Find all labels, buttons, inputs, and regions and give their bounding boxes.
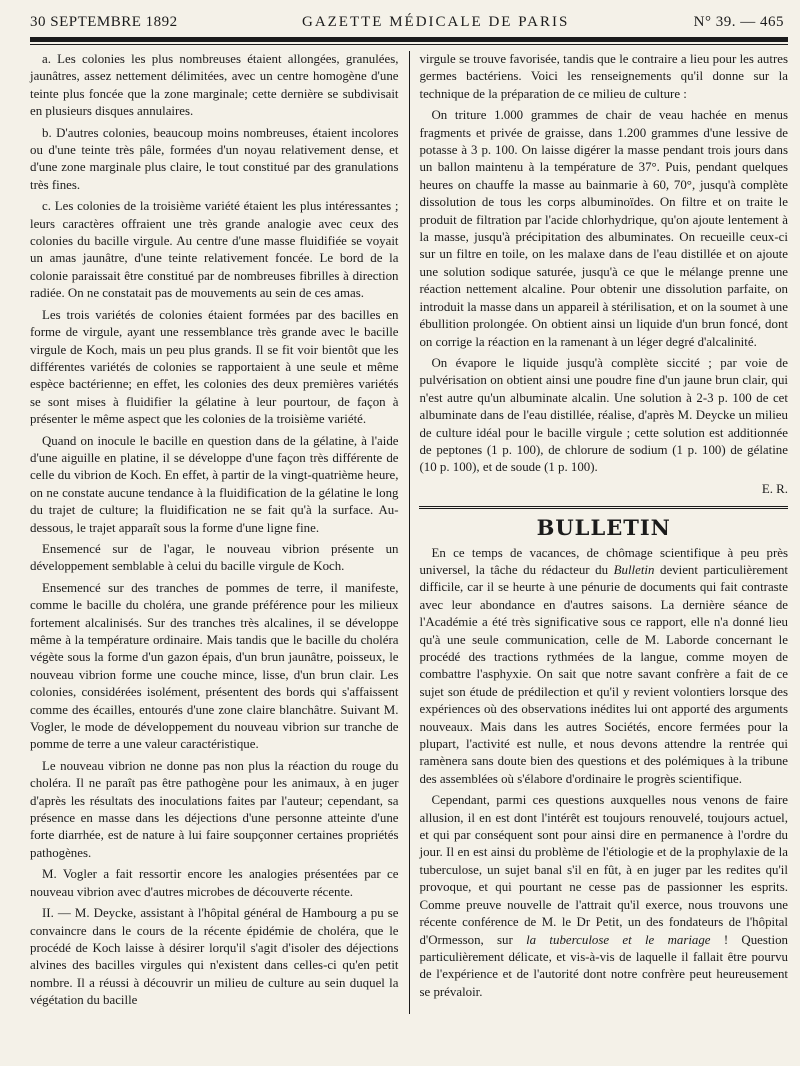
column-divider bbox=[409, 51, 410, 1014]
section-title: BULLETIN bbox=[536, 515, 671, 541]
paragraph: b. D'autres colonies, beaucoup moins nombreuses, étaient incolores ou d'une teinte très pâle, formées d'un noyau relativement dense, et d'une zone marginale plus claire, le tout constitué par des granulations très fines. bbox=[30, 125, 399, 192]
columns bbox=[30, 51, 788, 1014]
section-rule bbox=[419, 506, 788, 509]
paragraph: Ensemencé sur des tranches de pommes de terre, il manifeste, comme le bacille du choléra, une grande préférence pour les milieux fortement alcalinisés. Sur des tranches très alcalines, il se développe même à la température ordinaire. Mais tandis que le bacille du choléra végète sous la forme d'un gazon épais, d'un brun jaunâtre, poisseux, le nouveau vibrion forme une couche mince, lisse, d'un brun clair. Les colonies, considérées isolément, présentent des bords qui s'affaissent comme des écailles, entourés d'une zone claire blanchâtre. Suivant M. Vogler, le mode de développement du nouveau vibrion sur tranche de pomme de terre a une valeur caractéristique. bbox=[30, 580, 399, 752]
paragraph: On évapore le liquide jusqu'à complète siccité ; par voie de pulvérisation on obtient ainsi une poudre fine d'un jaune brun clair, qui n'est autre qu'un albuminate alcalin. Une solution à 2-3 p. 100 de cet albuminate dans de l'eau distillée, réalise, d'après M. Deycke un milieu de culture idéal pour le bacille virgule ; cette solution est additionnée de peptones (1 p. 100), de chlorure de sodium (1 p. 100) de gélatine (10 p. 100), et de soude (1 p. 100). bbox=[419, 355, 788, 475]
lecture-title: la tuberculose et le mariage bbox=[526, 932, 711, 947]
paragraph: On triture 1.000 grammes de chair de veau hachée en menus fragments et privée de graisse, dans 1.200 grammes d'une lessive de potasse à 3 p. 100. On laisse digérer la masse pendant trois jours dans un ballon maintenu à la température de 37°. Puis, pendant quelques heures on chauffe la masse au bainmarie à 60, 70°, jusqu'à complète dissolution de tous les corps albuminoïdes. On filtre et on traite le produit de filtration par l'acide chlorhydrique, qu'on ajoute lentement à la masse, jusqu'à précipitation des albuminates. On recueille ceux-ci sur un filtre en toile, on les malaxe dans de l'eau distillée et on ajoute une solution sodique saturée, jusqu'à ce que le mélange prenne une réaction nettement alcaline. Pour obtenir une dissolution parfaite, on introduit la masse dans un appareil à stérilisation, et on la soumet à une ébullition prolongée. On obtient ainsi un liquide d'un brun foncé, dont on corrige la réaction en la ramenant à un léger degré d'alcalinité. bbox=[419, 108, 788, 349]
journal-title: GAZETTE MÉDICALE DE PARIS bbox=[301, 14, 570, 30]
left-column bbox=[30, 51, 399, 1014]
header-date: 30 SEPTEMBRE 1892 bbox=[30, 14, 178, 30]
paragraph: a. Les colonies les plus nombreuses étaient allongées, granulées, jaunâtres, assez nettement délimitées, avec un centre homogène d'une teinte plus foncée que la zone marginale; cette dernière se subdivisait en plusieurs disques annulaires. bbox=[30, 52, 399, 119]
paragraph: Le nouveau vibrion ne donne pas non plus la réaction du rouge du choléra. Il ne paraît pas être pathogène pour les animaux, à en juger d'après les résultats des inoculations faites par l'auteur; cependant, sa présence en masse dans les déjections d'une personne atteinte d'une forte diarrhée, est de nature à lui faire soupçonner certaines propriétés pathogènes. bbox=[30, 758, 399, 860]
header-rule bbox=[30, 37, 788, 42]
author-signature: E. R. bbox=[761, 481, 788, 496]
paragraph: II. — M. Deycke, assistant à l'hôpital général de Hambourg a pu se convaincre dans le cours de la récente épidémie de choléra, que le procédé de Koch laisse à désirer lorqu'il s'agit d'isoler des déjections alvines des bacilles virgules qui n'existent dans celles-ci qu'en petit nombre. Il a réussi à découvrir un milieu de culture au sein duquel la végétation du bacille bbox=[30, 906, 399, 1008]
header-rule-thin bbox=[30, 44, 788, 45]
paragraph: Quand on inocule le bacille en question dans de la gélatine, à l'aide d'une aiguille en platine, il se développe d'une façon très différente de celle du vibrion de Koch. En effet, à partir de la vingt-quatrième heure, on ne constate aucune tendance à la fluidification de la gélatine le long du trajet de culture; la fluidification ne se fait qu'à la surface. Au-dessous, le trajet apparaît sous la forme d'une ligne fine. bbox=[30, 433, 399, 535]
bulletin-paragraph: Cependant, parmi ces questions auxquelles nous venons de faire allusion, il en est dont l'intérêt est toujours renouvelé, toujours actuel, et qui par conséquent sont pour ainsi dire en permanence à l'ordre du jour. Il en est ainsi du problème de l'étiologie et de la prophylaxie de la tuberculose, un sujet banal s'il en fût, à en juger par les redites qu'il provoque, et qui pourtant ne cesse pas de passionner les esprits. Comme preuve nouvelle de l'attrait qu'il exerce, nous trouvons une récente conférence de M. le Dr Petit, un des fondateurs de l'hôpital d'Ormesson, sur la tuberculose et le mariage ! Question particulièrement délicate, et vis-à-vis de laquelle il fallait être pourvu de l'expérience et de l'autorité dont notre confrère peut heureusement se prévaloir. bbox=[419, 793, 788, 999]
paragraph: M. Vogler a fait ressortir encore les analogies présentées par ce nouveau vibrion avec d'autres microbes de découverte récente. bbox=[30, 867, 399, 899]
right-column bbox=[419, 51, 788, 1014]
page-header bbox=[30, 14, 788, 35]
paragraph: c. Les colonies de la troisième variété étaient les plus intéressantes ; leurs caractères offraient une très grande analogie avec ceux des colonies du bacille virgule. Au centre d'une masse fluidifiée se voyait un amas jaunâtre, d'une teinte relativement foncée. Le bord de la colonie paraissait être constitué par de nombreuses fibrilles à direction radiée. On ne constatait pas de mouvements au sein de ces amas. bbox=[30, 199, 399, 301]
paragraph: Ensemencé sur de l'agar, le nouveau vibrion présente un développement semblable à celui du bacille virgule de Koch. bbox=[30, 541, 399, 574]
bulletin-paragraph: En ce temps de vacances, de chômage scientifique à peu près universel, la tâche du rédacteur du Bulletin devient particulièrement difficile, car il se heurte à une pénurie de documents qui fait contraste avec leur abondance en d'autres saisons. La dernière séance de l'Académie a été très significative sous ce rapport, elle n'a donné lieu qu'à une seule communication, celle de M. Laborde concernant le procédé des tractions rythmées de la langue, comme moyen de combattre l'asphyxie. On sait que notre savant confrère a fait de ce sujet son étude de prédilection et qu'il y revient volontiers lorsque des expériences où des observations inédites lui ont apporté des arguments nouveaux. Mais dans les autres Sociétés, encore fermées pour la plupart, l'activité est nulle, et nous devons attendre la rentrée qui ramènera sans doute bien des questions et des polémiques à la tribune des assemblées où s'élabore d'ordinaire le progrès scientifique. bbox=[419, 545, 788, 786]
paragraph: virgule se trouve favorisée, tandis que le contraire a lieu pour les autres germes bactériens. Voici les renseignements qu'il donne sur la technique de la préparation de ce milieu de culture : bbox=[419, 52, 788, 101]
issue-page-number: N° 39. — 465 bbox=[693, 14, 784, 30]
bulletin-emphasis: Bulletin bbox=[613, 562, 655, 577]
paragraph: Les trois variétés de colonies étaient formées par des bacilles en forme de virgule, ayant une ressemblance très grande avec le bacille virgule de Koch, mais un peu plus grands. Il se fit voir bientôt que les différentes variétés de colonies se rapportaient à une seule et même espèce bactérienne; en effet, les colonies des deux premières variétés se sont mises à fluidifier la gélatine à leur pourtour, de façon à présenter le même aspect que les colonies de la troisième variété. bbox=[30, 307, 399, 427]
